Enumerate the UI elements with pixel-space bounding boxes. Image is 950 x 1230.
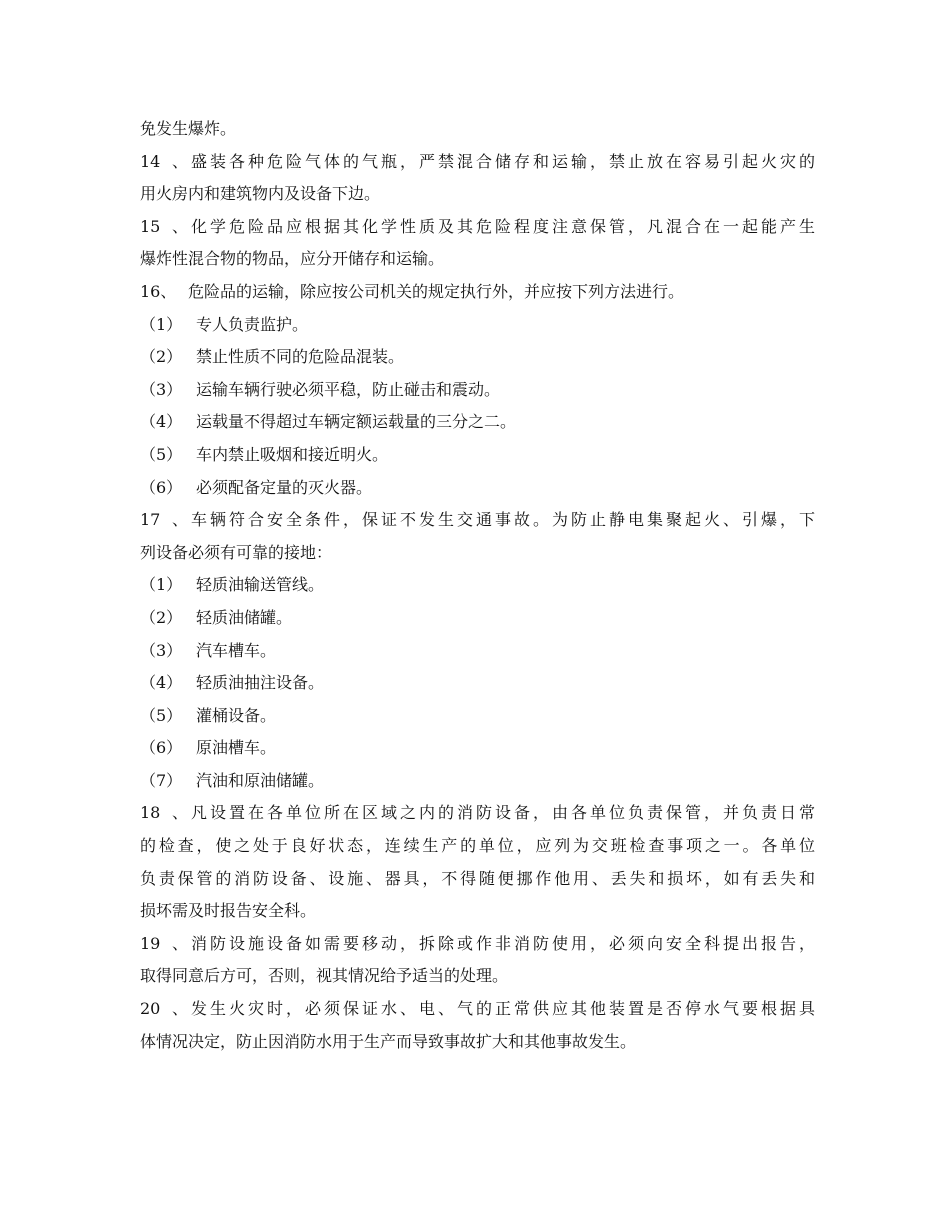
item-number: 14、	[140, 151, 188, 171]
text-line: 免发生爆炸。	[140, 119, 237, 138]
item-20-line-2: 体情况决定，防止因消防水用于生产而导致事故扩大和其他事故发生。	[140, 1031, 637, 1051]
item-text: 盛装各种危险气体的气瓶，严禁混合储存和运输，禁止放在容易引起火灾的	[188, 151, 815, 171]
subitem	[140, 602, 815, 635]
subitem-number: （3）	[140, 379, 183, 399]
item-18-line-3: 负责保管的消防设备、设施、器具，不得随便挪作他用、丢失和损坏，如有丢失和	[140, 868, 815, 888]
subitem-text: 原油槽车。	[196, 738, 277, 758]
subitem-number: （5）	[140, 705, 183, 725]
item-number: 19、	[140, 933, 188, 953]
item-15-line-2: 爆炸性混合物的物品，应分开储存和运输。	[140, 249, 445, 269]
subitem	[140, 700, 815, 733]
subitem-text: 汽油和原油储罐。	[196, 770, 325, 790]
subitem-number: （3）	[140, 640, 183, 660]
item-number: 15、	[140, 216, 188, 236]
item-number: 17、	[140, 510, 188, 530]
subitem-text: 轻质油抽注设备。	[196, 673, 325, 693]
item-number: 16、	[140, 281, 177, 301]
subitem	[140, 472, 815, 505]
item-number: 20、	[140, 999, 188, 1019]
subitem-text: 轻质油输送管线。	[196, 575, 325, 595]
subitem-number: （7）	[140, 770, 183, 790]
subitem-text: 轻质油储罐。	[196, 607, 293, 627]
item-number: 18、	[140, 803, 188, 823]
subitem-number: （4）	[140, 412, 183, 432]
subitem	[140, 765, 815, 798]
subitem	[140, 309, 815, 342]
item-19-line-2: 取得同意后方可，否则，视其情况给予适当的处理。	[140, 966, 509, 986]
subitem-text: 运载量不得超过车辆定额运载量的三分之二。	[196, 412, 517, 432]
subitem-text: 运输车辆行驶必须平稳，防止碰击和震动。	[196, 379, 501, 399]
subitem-text: 必须配备定量的灭火器。	[196, 477, 373, 497]
item-text: 化学危险品应根据其化学性质及其危险程度注意保管，凡混合在一起能产生	[188, 216, 815, 236]
item-text: 车辆符合安全条件，保证不发生交通事故。为防止静电集聚起火、引爆，下	[188, 510, 815, 530]
subitem	[140, 374, 815, 407]
subitem-number: （2）	[140, 607, 183, 627]
item-20-line-1	[140, 993, 815, 1026]
document-body	[140, 113, 815, 1058]
subitem-text: 禁止性质不同的危险品混装。	[196, 347, 405, 367]
subitem-number: （6）	[140, 477, 183, 497]
subitem	[140, 635, 815, 668]
item-19-line-1	[140, 928, 815, 961]
subitem-text: 专人负责监护。	[196, 314, 309, 334]
subitem-number: （4）	[140, 673, 183, 693]
item-18-line-2: 的检查，使之处于良好状态，连续生产的单位，应列为交班检查事项之一。各单位	[140, 836, 815, 856]
subitem-text: 车内禁止吸烟和接近明火。	[196, 444, 389, 464]
item-17-line-2: 列设备必须有可靠的接地：	[140, 542, 333, 562]
subitem-number: （2）	[140, 347, 183, 367]
subitem-number: （6）	[140, 738, 183, 758]
subitem	[140, 667, 815, 700]
subitem-number: （5）	[140, 444, 183, 464]
item-17-line-1	[140, 504, 815, 537]
item-16-line-1	[140, 276, 815, 309]
subitem	[140, 439, 815, 472]
item-text: 凡设置在各单位所在区域之内的消防设备，由各单位负责保管，并负责日常	[188, 803, 815, 823]
subitem-number: （1）	[140, 314, 183, 334]
subitem	[140, 341, 815, 374]
item-14-line-2: 用火房内和建筑物内及设备下边。	[140, 184, 381, 204]
item-text: 发生火灾时，必须保证水、电、气的正常供应其他装置是否停水气要根据具	[188, 999, 815, 1019]
subitem-text: 汽车槽车。	[196, 640, 277, 660]
subitem-number: （1）	[140, 575, 183, 595]
subitem	[140, 406, 815, 439]
item-text: 消防设施设备如需要移动，拆除或作非消防使用，必须向安全科提出报告，	[188, 933, 815, 953]
subitem-text: 灌桶设备。	[196, 705, 277, 725]
item-18-line-1	[140, 797, 815, 830]
item-18-line-4: 损坏需及时报告安全科。	[140, 901, 317, 921]
item-14-line-1	[140, 146, 815, 179]
subitem	[140, 569, 815, 602]
subitem	[140, 732, 815, 765]
item-text: 危险品的运输，除应按公司机关的规定执行外，并应按下列方法进行。	[188, 281, 685, 301]
item-15-line-1	[140, 211, 815, 244]
